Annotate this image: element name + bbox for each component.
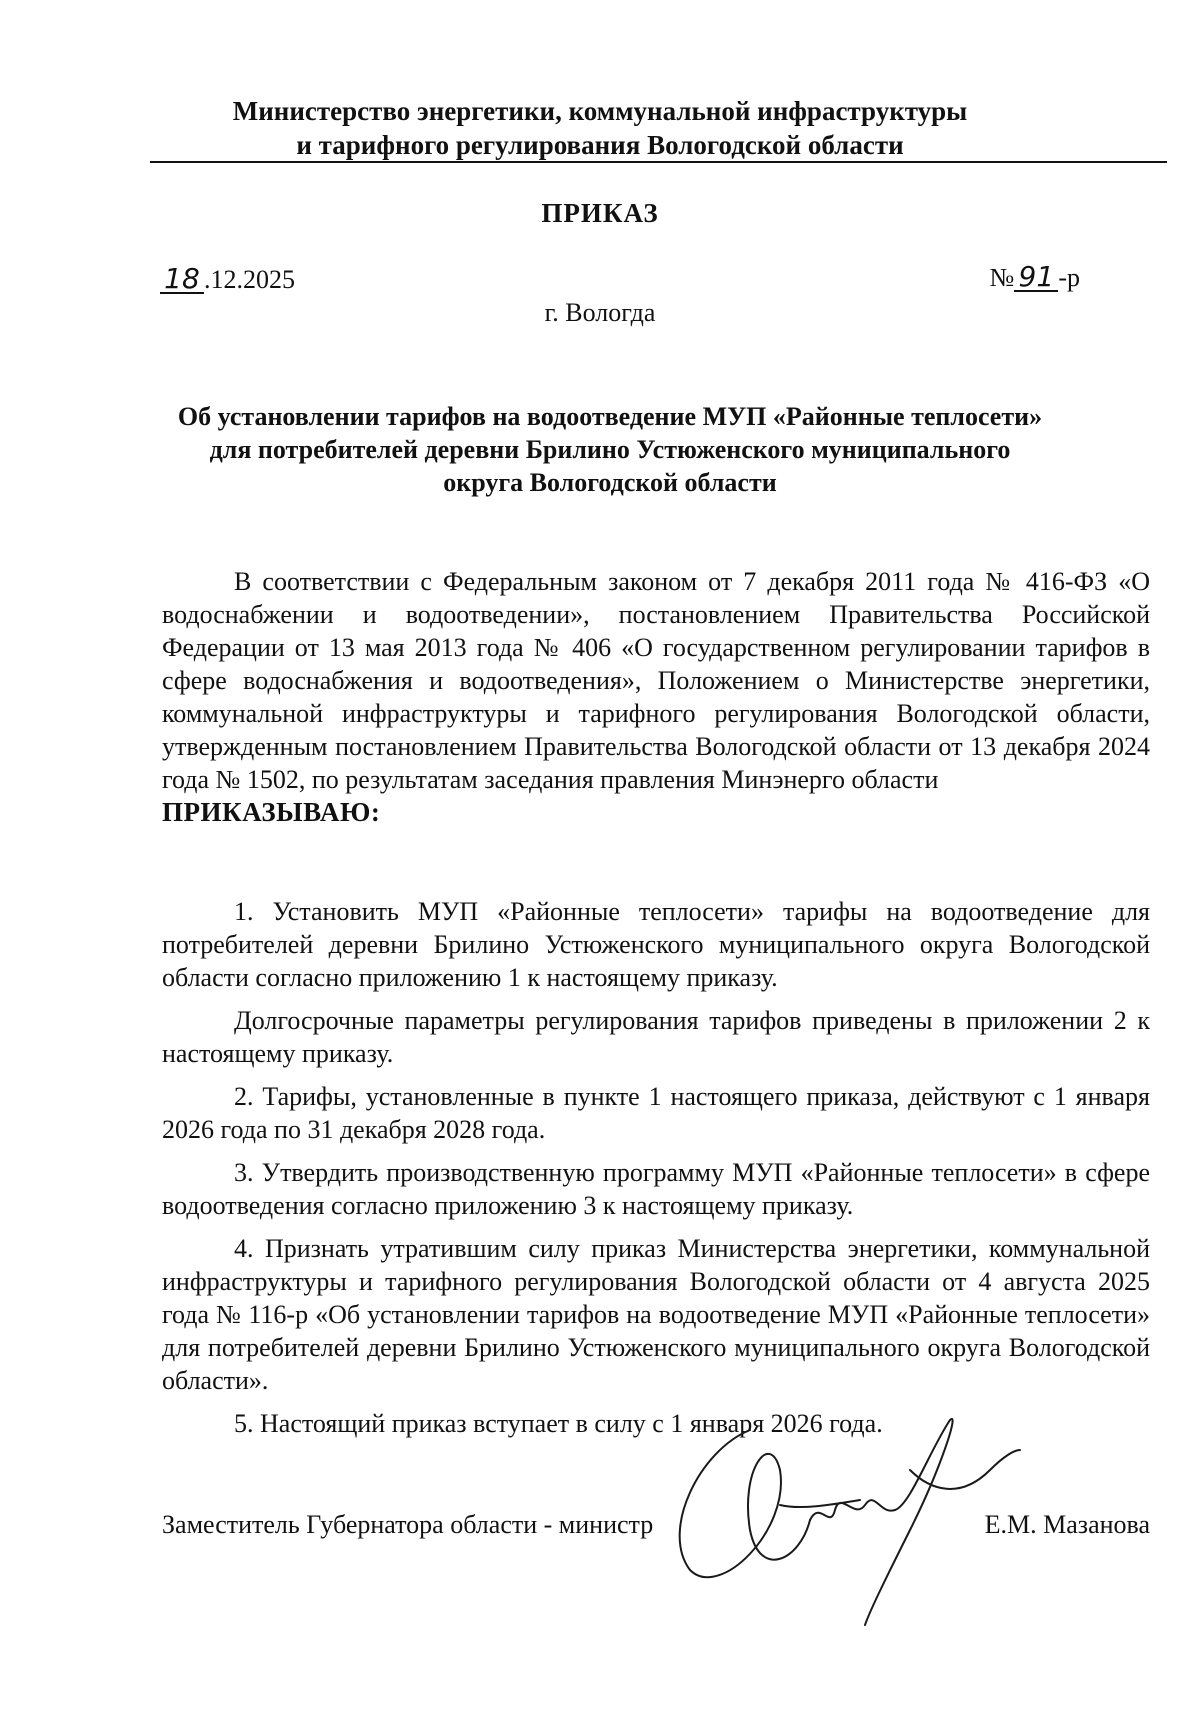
subject-line-2: для потребителей деревни Брилино Устюженского муниципального: [209, 435, 1011, 464]
subject-line-1: Об установлении тарифов на водоотведение МУП «Районные теплосети»: [177, 402, 1043, 431]
order-item-5: 5. Настоящий приказ вступает в силу с 1 января 2026 года.: [234, 1409, 883, 1438]
number-prefix: №: [989, 263, 1015, 292]
signatory-position: Заместитель Губернатора области - министр: [162, 1510, 654, 1539]
document-subject: [130, 400, 1090, 499]
order-item-1-params: Долгосрочные параметры регулирования тарифов приведены в приложении 2 к настоящему приказу.: [162, 1006, 1150, 1068]
ministry-line-2: и тарифного регулирования Вологодской области: [296, 130, 904, 160]
number-handwritten: 91: [1014, 265, 1058, 292]
date-day-handwritten: 18: [160, 267, 204, 294]
order-item-3: 3. Утвердить производственную программу МУП «Районные теплосети» в сфере водоотведения согласно приложению 3 к настоящему приказу.: [162, 1158, 1150, 1220]
signatory-name: Е.М. Мазанова: [984, 1510, 1150, 1539]
document-date: [160, 262, 295, 295]
document-type: ПРИКАЗ: [541, 198, 659, 228]
document-number: [989, 260, 1080, 293]
number-suffix: -р: [1058, 263, 1080, 292]
ministry-header: [0, 94, 1200, 162]
order-item-2: 2. Тарифы, установленные в пункте 1 настоящего приказа, действуют с 1 января 2026 года по 31 декабря 2028 года.: [162, 1082, 1150, 1144]
document-city: г. Вологда: [544, 298, 656, 327]
preamble-text: В соответствии с Федеральным законом от 7 декабря 2011 года № 416-ФЗ «О водоснабжении и водоотведении», постановлением Правительства Российской Федерации от 13 мая 2013 года № 406 «О государственном регулировании тарифов в сфере водоснабжения и водоотведения», Положением о Министерстве энергетики, коммунальной инфраструктуры и тарифного регулирования Вологодской области, утвержденным постановлением Правительства Вологодской области от 13 декабря 2024 года № 1502, по результатам заседания правления Минэнерго области: [162, 567, 1150, 794]
date-month-year: .12.2025: [204, 265, 295, 294]
header-divider: [150, 161, 1167, 163]
order-word: ПРИКАЗЫВАЮ:: [162, 797, 381, 827]
order-item-1: 1. Установить МУП «Районные теплосети» тарифы на водоотведение для потребителей деревни Брилино Устюженского муниципального округа Вологодской области согласно приложению 1 к настоящему приказу.: [162, 897, 1150, 992]
preamble: [162, 565, 1150, 829]
ministry-line-1: Министерство энергетики, коммунальной инфраструктуры: [232, 96, 968, 126]
handwritten-signature: [660, 1410, 1060, 1630]
order-item-4: 4. Признать утратившим силу приказ Министерства энергетики, коммунальной инфраструктуры и тарифного регулирования Вологодской области от 4 августа 2025 года № 116-р «Об установлении тарифов на водоотведение МУП «Районные теплосети» для потребителей деревни Брилино Устюженского муниципального округа Вологодской области».: [162, 1234, 1150, 1395]
order-items: [162, 895, 1150, 1450]
subject-line-3: округа Вологодской области: [443, 468, 777, 497]
